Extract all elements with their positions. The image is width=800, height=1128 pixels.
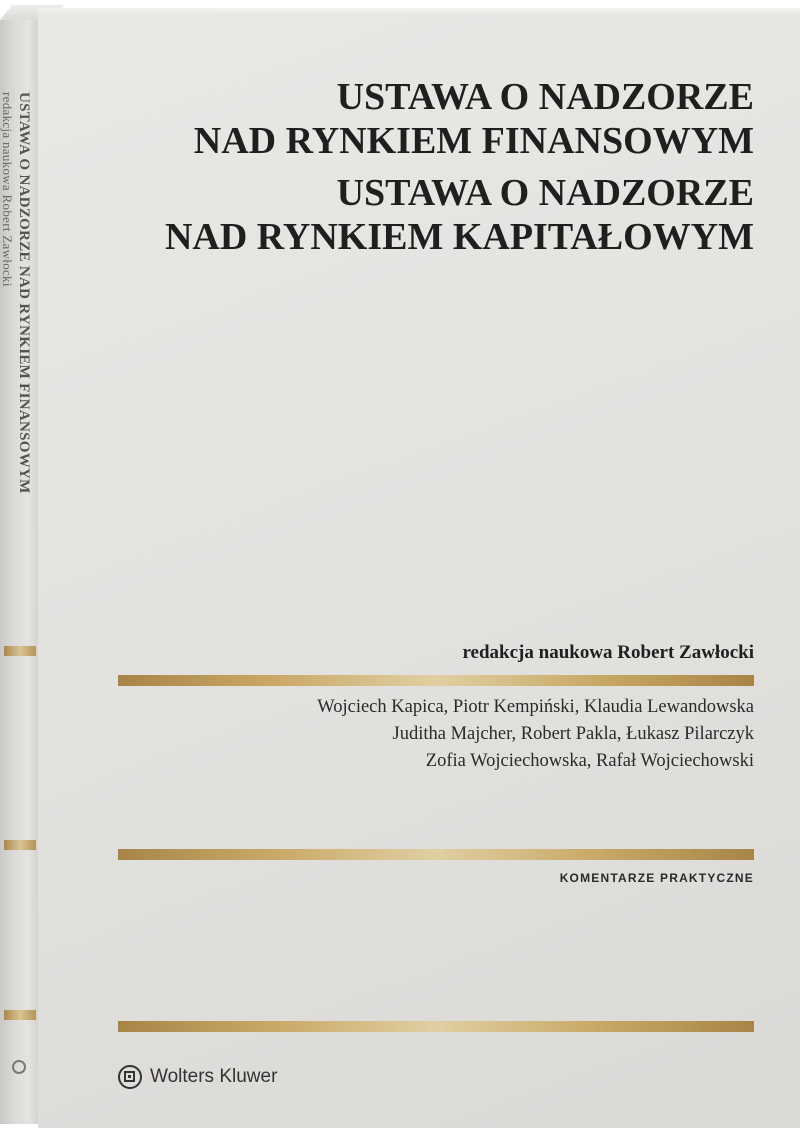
book-spine [0,20,40,1124]
authors-line: Zofia Wojciechowska, Rafał Wojciechowski [425,751,754,771]
gold-divider [118,1021,754,1032]
gold-divider [118,849,754,860]
spine-logo-icon [12,1060,26,1074]
wolters-kluwer-logo-icon [118,1065,142,1089]
authors-list [317,694,754,775]
title-line-2: NAD RYNKIEM FINANSOWYM [193,120,754,162]
title-line-3: USTAWA O NADZORZE [336,172,754,214]
spine-title: USTAWA O NADZORZE NAD RYNKIEM FINANSOWYM [16,92,32,494]
title-line-1: USTAWA O NADZORZE [336,76,754,118]
series-name: KOMENTARZE PRAKTYCZNE [559,871,754,885]
spine-text [0,92,32,702]
editor-credit: redakcja naukowa Robert Zawłocki [462,642,754,663]
authors-line: Wojciech Kapica, Piotr Kempiński, Klaudia Lewandowska [317,697,754,717]
spine-gold-stripe [4,1010,36,1020]
authors-line: Juditha Majcher, Robert Pakla, Łukasz Pilarczyk [392,724,754,744]
publisher-name: Wolters Kluwer [150,1066,278,1087]
gold-divider [118,675,754,686]
publisher-logo [118,1064,277,1090]
title-line-4: NAD RYNKIEM KAPITAŁOWYM [164,216,754,258]
spine-subtitle: redakcja naukowa Robert Zawłocki [0,92,15,287]
spine-gold-stripe [4,646,36,656]
spine-gold-stripe [4,840,36,850]
